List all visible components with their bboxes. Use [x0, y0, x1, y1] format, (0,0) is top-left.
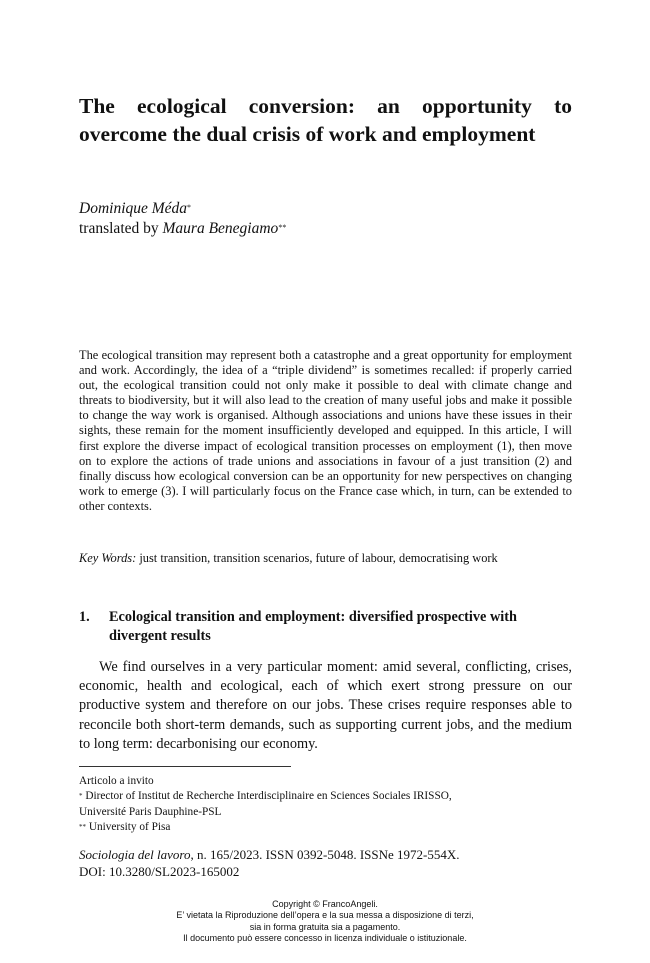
translated-by-prefix: translated by	[79, 220, 163, 237]
copyright-notice	[0, 899, 650, 944]
journal-name: Sociologia del lavoro	[79, 847, 191, 862]
author-name: Dominique Méda	[79, 200, 188, 217]
footnote-author-affiliation: Université Paris Dauphine-PSL	[79, 805, 222, 818]
keywords-label: Key Words:	[79, 551, 137, 565]
copyright-line-2: E’ vietata la Riproduzione dell’opera e la sua messa a disposizione di terzi,	[176, 910, 474, 921]
keywords	[79, 551, 572, 566]
section-heading	[79, 608, 572, 646]
translator-footnote-mark[interactable]: **	[278, 223, 287, 232]
footnote-translator-text: University of Pisa	[86, 820, 171, 833]
copyright-line-4: Il documento può essere concesso in licenza individuale o istituzionale.	[183, 932, 467, 943]
footnote-mark-2: **	[79, 822, 86, 831]
author-block	[79, 199, 286, 239]
footnote-author-text: Director of Institut de Recherche Interdisciplinaire en Sciences Sociales IRISSO,	[82, 790, 452, 803]
footnote-mark-1: *	[79, 792, 83, 801]
translator-line	[79, 219, 286, 239]
citation-details: , n. 165/2023. ISSN 0392-5048. ISSNe 1972-554X.	[190, 847, 460, 862]
abstract: The ecological transition may represent both a catastrophe and a great opportunity for employment and work. Accordingly, the idea of a “triple dividend” is sometimes recalled: if properly carried out, the ecological transition could not only make it possible to deal with climate change and threats to biodiversity, but it will also lead to the creation of many useful jobs and make it possible to change the way work is organised. Although associations and unions have these issues in their sights, these remain for the moment insufficiently developed and equipped. In this article, I will first explore the diverse impact of ecological transition processes on employment (1), then move on to explore the actions of trade unions and associations in favour of a just transition (2) and finally discuss how ecological conversion can be an opportunity for new perspectives on changing work to emerge (3). I will particularly focus on the France case which, in turn, can be extended to other contexts.	[79, 348, 572, 513]
footnotes	[79, 774, 572, 835]
section-number: 1.	[79, 609, 90, 625]
keywords-list: just transition, transition scenarios, future of labour, democratising work	[136, 551, 498, 565]
translator-name: Maura Benegiamo	[162, 220, 279, 237]
author-footnote-mark[interactable]: *	[187, 203, 192, 212]
citation-line	[79, 846, 572, 863]
doi[interactable]: DOI: 10.3280/SL2023-165002	[79, 864, 240, 879]
body-paragraph: We find ourselves in a very particular moment: amid several, conflicting, crises, economic, health and ecological, each of which exert strong pressure on our productive system and therefore on our jobs. These crises require responses able to reconcile both short-term demands, such as supporting current jobs, and the medium to long term: decarbonising our economy.	[79, 659, 572, 752]
citation	[79, 846, 572, 880]
footnote-translator	[79, 820, 572, 835]
author-line	[79, 199, 286, 219]
copyright-line-1: Copyright © FrancoAngeli.	[272, 899, 378, 909]
footnote-author	[79, 789, 572, 804]
footnote-divider	[79, 766, 291, 767]
footnote-invited: Articolo a invito	[79, 775, 154, 787]
article-title: The ecological conversion: an opportunity to overcome the dual crisis of work and employment	[79, 94, 572, 146]
section-title: Ecological transition and employment: diversified prospective with divergent results	[109, 609, 517, 644]
copyright-line-3: sia in forma gratuita sia a pagamento.	[249, 921, 401, 932]
